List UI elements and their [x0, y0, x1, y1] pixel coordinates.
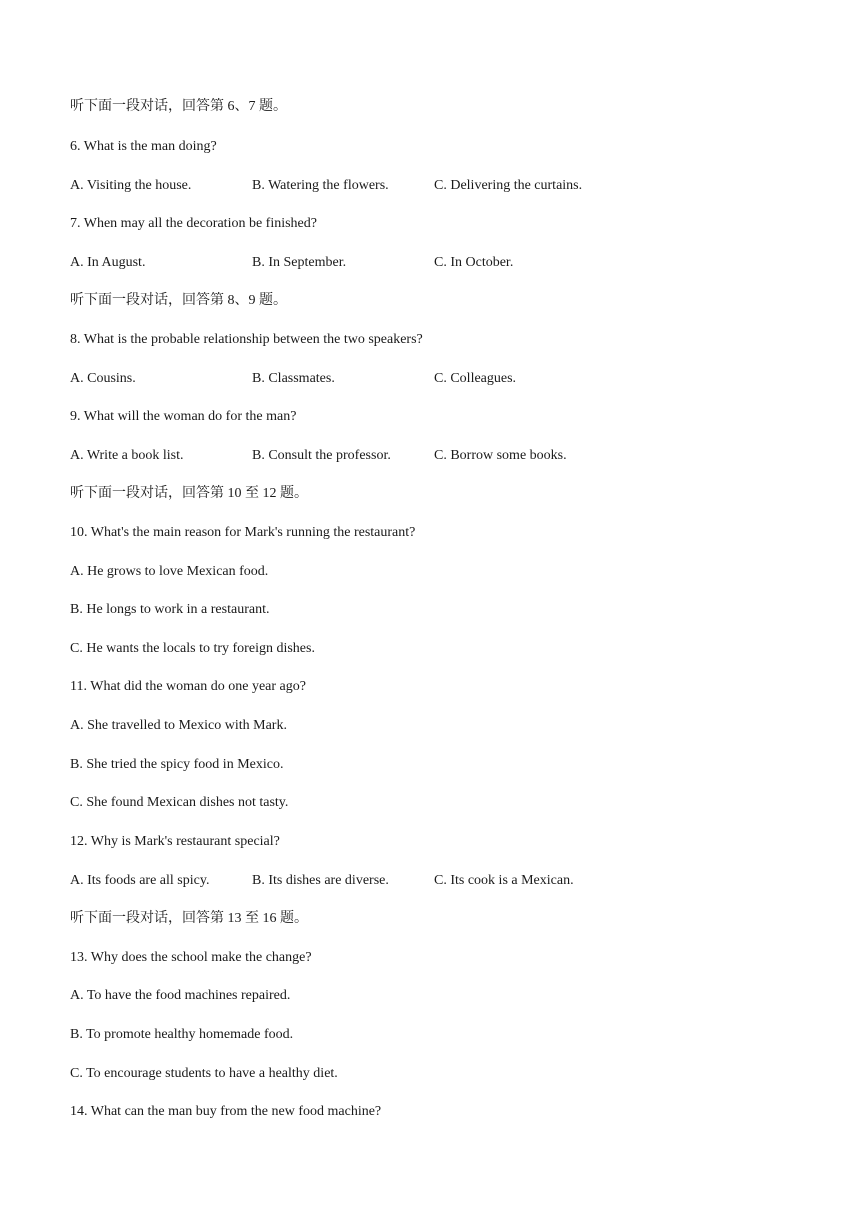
- option-b: B. To promote healthy homemade food.: [70, 1027, 294, 1042]
- option-b: B. Watering the flowers.: [252, 178, 389, 193]
- option-b: B. In September.: [252, 255, 347, 270]
- option-a: A. He grows to love Mexican food.: [70, 564, 269, 579]
- option-a: A. Visiting the house.: [70, 178, 192, 193]
- option-c: C. Colleagues.: [434, 371, 517, 386]
- option-b: B. He longs to work in a restaurant.: [70, 602, 270, 617]
- option-b: B. Classmates.: [252, 371, 335, 386]
- option-c: C. He wants the locals to try foreign dishes.: [70, 641, 315, 656]
- section-heading: 听下面一段对话，回答第 6、7 题。: [70, 99, 287, 114]
- option-c: C. Borrow some books.: [434, 448, 567, 463]
- option-c: C. To encourage students to have a healthy diet.: [70, 1066, 338, 1081]
- question-12: 12. Why is Mark's restaurant special?: [70, 834, 280, 849]
- section-heading: 听下面一段对话，回答第 13 至 16 题。: [70, 911, 308, 926]
- option-a: A. Cousins.: [70, 371, 136, 386]
- option-c: C. She found Mexican dishes not tasty.: [70, 795, 289, 810]
- option-c: C. In October.: [434, 255, 514, 270]
- section-heading: 听下面一段对话，回答第 8、9 题。: [70, 293, 287, 308]
- option-a: A. In August.: [70, 255, 146, 270]
- option-b: B. Its dishes are diverse.: [252, 873, 389, 888]
- option-c: C. Its cook is a Mexican.: [434, 873, 574, 888]
- question-8: 8. What is the probable relationship between the two speakers?: [70, 332, 423, 347]
- question-13: 13. Why does the school make the change?: [70, 950, 312, 965]
- question-6: 6. What is the man doing?: [70, 139, 217, 154]
- question-7: 7. When may all the decoration be finished?: [70, 216, 317, 231]
- question-11: 11. What did the woman do one year ago?: [70, 679, 306, 694]
- question-10: 10. What's the main reason for Mark's running the restaurant?: [70, 525, 416, 540]
- option-a: A. Its foods are all spicy.: [70, 873, 210, 888]
- question-9: 9. What will the woman do for the man?: [70, 409, 297, 424]
- option-a: A. She travelled to Mexico with Mark.: [70, 718, 287, 733]
- option-a: A. To have the food machines repaired.: [70, 988, 291, 1003]
- question-14: 14. What can the man buy from the new food machine?: [70, 1104, 382, 1119]
- option-b: B. She tried the spicy food in Mexico.: [70, 757, 284, 772]
- option-a: A. Write a book list.: [70, 448, 184, 463]
- option-b: B. Consult the professor.: [252, 448, 391, 463]
- section-heading: 听下面一段对话，回答第 10 至 12 题。: [70, 486, 308, 501]
- option-c: C. Delivering the curtains.: [434, 178, 583, 193]
